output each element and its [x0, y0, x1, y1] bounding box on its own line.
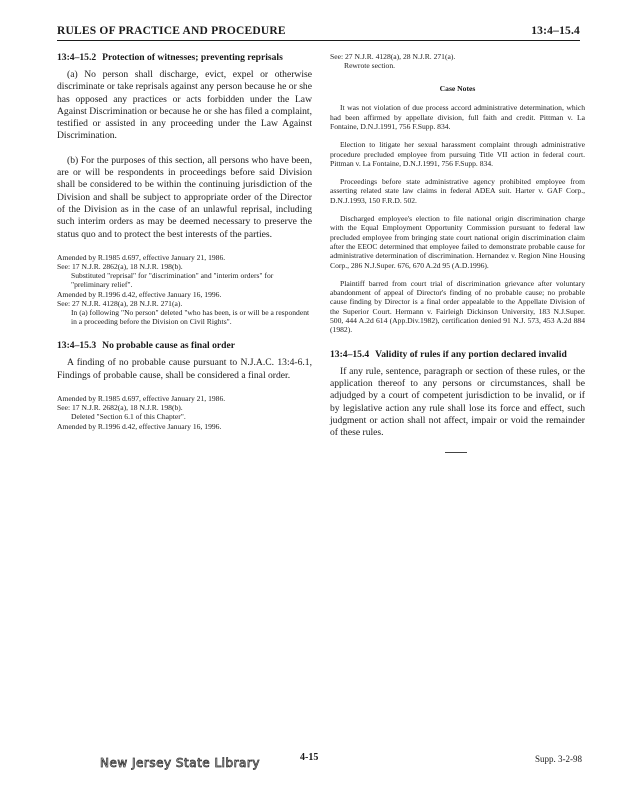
history-line: See: 27 N.J.R. 4128(a), 28 N.J.R. 271(a).	[330, 52, 456, 61]
header-section-number: 13:4–15.4	[531, 25, 580, 37]
history-line: Deleted "Section 6.1 of this Chapter".	[71, 412, 186, 422]
history-line: See: 17 N.J.R. 2682(a), 18 N.J.R. 198(b).	[57, 403, 183, 413]
section-heading-15-2	[57, 52, 312, 64]
history-line: In (a) following "No person" deleted "who has been, is or will be a respondent in a proceeding before the Division on Civil Rights".	[71, 308, 310, 327]
history-line: Amended by R.1996 d.42, effective January 16, 1996.	[57, 421, 222, 431]
library-watermark: New Jersey State Library	[100, 756, 260, 770]
section-title: Protection of witnesses; preventing reprisals	[102, 52, 283, 63]
header-title: RULES OF PRACTICE AND PROCEDURE	[57, 25, 286, 37]
history-line: Amended by R.1985 d.697, effective January 21, 1986.	[57, 394, 226, 404]
section-number: 13:4–15.4	[330, 348, 370, 360]
case-note: Proceedings before state administrative agency prohibited employee from asserting related state law claims in federal ADEA suit. Harter v. GAF Corp., D.N.J.1993, 150 F.R.D. 502.	[330, 177, 585, 205]
history-notes-15-2	[57, 253, 312, 327]
section-number: 13:4–15.2	[57, 52, 97, 63]
page-number: 4-15	[300, 752, 319, 763]
case-note: Election to litigate her sexual harassment complaint through administrative procedure precluded employee from pursuing Title VII action in federal court. Pittman v. La Fontaine, D.N.J.1991, 756 F.Supp. 834.	[330, 140, 585, 168]
history-notes-continued	[330, 52, 585, 70]
supplement-date: Supp. 3-2-98	[535, 754, 582, 764]
paragraph-15-4: If any rule, sentence, paragraph or section of these rules, or the application thereof to any persons or circumstances, shall be adjudged by a court of competent jurisdiction to be invalid, or if by legislative action any rule shall lose its force and effect, such judgment or action shall not affect, impair or void the remainder of these rules.	[330, 365, 585, 439]
left-column	[57, 52, 312, 445]
history-line: Substituted "reprisal" for "discrimination" and "interim orders" for "preliminary relief".	[71, 271, 274, 290]
section-title: Validity of rules if any portion declared invalid	[375, 348, 567, 360]
history-line: Amended by R.1985 d.697, effective January 21, 1986.	[57, 252, 226, 262]
running-header	[57, 22, 580, 41]
paragraph-15-3: A finding of no probable cause pursuant to N.J.A.C. 13:4-6.1, Findings of probable cause, shall be considered a final order.	[57, 357, 312, 381]
case-notes-heading: Case Notes	[439, 84, 476, 94]
end-rule-divider	[445, 452, 467, 453]
section-heading-15-4	[330, 349, 585, 361]
section-title: No probable cause as final order	[102, 340, 235, 352]
history-line: See: 17 N.J.R. 2862(a), 18 N.J.R. 198(b).	[57, 262, 183, 272]
case-note: Discharged employee's election to file national origin discrimination charge with the Equal Employment Opportunity Commission pursuant to federal law precluded employee from bringing state court national origin discrimination claim after the EEOC determined that employee failed to demonstrate probable cause for administrative determination of discrimination. Hernandez v. Region Nine Housing Corp., 286 N.J.Super. 676, 670 A.2d 95 (A.D.1996).	[330, 214, 585, 270]
history-line: See: 27 N.J.R. 4128(a), 28 N.J.R. 271(a).	[57, 298, 183, 308]
paragraph-a: (a) No person shall discharge, evict, expel or otherwise discriminate or take reprisals against any person because he or she has opposed any practices or acts forbidden under the Law Against Discrimination or because he or she has filed a complaint, testified or assisted in any proceeding under the Law Against Discrimination.	[57, 69, 312, 142]
history-line: Amended by R.1996 d.42, effective January 16, 1996.	[57, 289, 222, 299]
history-notes-15-3	[57, 394, 312, 431]
paragraph-b: (b) For the purposes of this section, all persons who have been, are or will be respondents in proceedings before said Division shall be considered to be within the continuing jurisdiction of the Division and shall be subject to appropriate order of the Director of the Division as in the case of an unlawful reprisal, including such interim orders as may be deemed necessary to preserve the status quo and to protect the best interests of the parties.	[57, 154, 312, 240]
right-column	[330, 52, 585, 451]
section-heading-15-3	[57, 340, 312, 352]
case-note: It was not violation of due process accord administrative determination, which had been affirmed by appellate division, full faith and credit. Pittman v. La Fontaine, D.N.J.1991, 756 F.Supp. 834.	[330, 103, 585, 131]
section-number: 13:4–15.3	[57, 340, 97, 352]
history-line: Rewrote section.	[344, 61, 396, 71]
case-note: Plaintiff barred from court trial of discrimination grievance after voluntary abandonment of appeal of Director's finding of no probable cause; no probable cause finding by Director is a final order appealable to the Appellate Division of the Superior Court. Hermann v. Fairleigh Dickinson University, 183 N.J.Super. 500, 444 A.2d 614 (App.Div.1982), certification denied 91 N.J. 573, 453 A.2d 884 (1982).	[330, 278, 585, 335]
